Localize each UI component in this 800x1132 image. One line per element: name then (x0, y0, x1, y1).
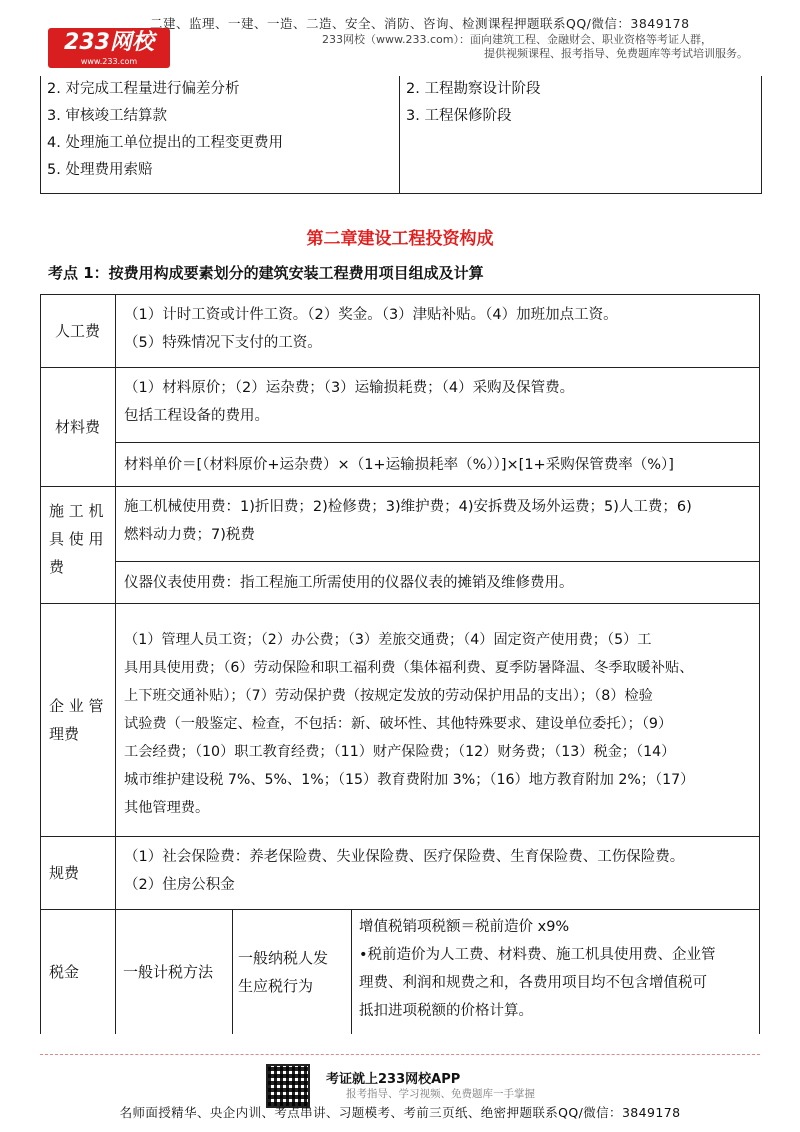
text-line: 其他管理费。 (124, 800, 210, 816)
logo-url: www.233.com (80, 57, 138, 66)
text-line: （1）材料原价；（2）运杂费；（3）运输损耗费；（4）采购及保管费。 (124, 380, 575, 396)
text-line: （1）社会保险费：养老保险费、失业保险费、医疗保险费、生育保险费、工伤保险费。 (124, 849, 685, 865)
fees-content (115, 836, 760, 910)
label-text: 一般计税方法 (123, 962, 214, 981)
header-intro-line: 233网校（www.233.com）：面向建筑工程、金融财会、职业资格等考证人群， (322, 33, 712, 46)
label-text: 理费 (49, 725, 80, 743)
key-point-title: 考点 1：按费用构成要素划分的建筑安装工程费用项目组成及计算 (48, 264, 484, 282)
text-line: 城市维护建设税 7%、5%、1%；（15）教育费附加 3%；（16）地方教育附加 2%；（17） (124, 772, 695, 788)
row-divider (40, 909, 760, 910)
text-line: 增值税销项税额＝税前造价 x9% (359, 919, 570, 935)
text-line: 具用具使用费；（6）劳动保险和职工福利费（集体福利费、夏季防暑降温、冬季取暖补贴、 (124, 660, 694, 676)
text-line: 试验费（一般鉴定、检查，不包括：新、破坏性、其他特殊要求、建设单位委托）；（9） (124, 716, 673, 732)
tax-taxpayer (232, 909, 352, 1034)
label-text: 企 业 管 (49, 697, 104, 715)
text-line: 上下班交通补贴）；（7）劳动保护费（按规定发放的劳动保护用品的支出）；（8）检验 (124, 688, 653, 704)
row-label-material (40, 367, 116, 487)
text-line: 仪器仪表使用费：指工程施工所需使用的仪器仪表的摊销及维修费用。 (124, 574, 574, 591)
row-label-management (40, 603, 116, 837)
tax-content (351, 909, 760, 1034)
list-item: 2. 工程勘察设计阶段 (406, 81, 541, 97)
text-line: 施工机械使用费：1)折旧费；2)检修费；3)维护费；4)安拆费及场外运费；5)人工费；6) (124, 499, 692, 515)
chapter-title: 第二章建设工程投资构成 (306, 229, 494, 249)
label-text: 具 使 用 (49, 530, 104, 548)
label-text: 费 (49, 558, 65, 576)
instrument-content (115, 561, 760, 604)
label-text: 人工费 (55, 322, 101, 340)
management-content (115, 603, 760, 837)
footer-divider (40, 1054, 760, 1055)
text-line: （1）管理人员工资；（2）办公费；（3）差旅交通费；（4）固定资产使用费；（5）工 (124, 632, 652, 648)
label-text: 材料费 (55, 418, 101, 436)
material-content (115, 367, 760, 443)
text-line: •税前造价为人工费、材料费、施工机具使用费、企业管 (359, 947, 716, 963)
text-line: 包括工程设备的费用。 (124, 408, 269, 424)
list-item: 3. 审核竣工结算款 (47, 108, 167, 124)
label-text: 施 工 机 (49, 502, 104, 520)
label-text: 一般纳税人发 (238, 948, 329, 967)
text-line: （5）特殊情况下支付的工资。 (124, 335, 322, 351)
qr-code-icon (266, 1064, 310, 1108)
list-item: 2. 对完成工程量进行偏差分析 (47, 81, 240, 97)
text-line: （1）计时工资或计件工资。（2）奖金。（3）津贴补贴。（4）加班加点工资。 (124, 307, 618, 323)
row-label-machine (40, 486, 116, 604)
list-item: 3. 工程保修阶段 (406, 108, 512, 124)
machine-content (115, 486, 760, 562)
phase-table-right (400, 76, 761, 193)
formula-text: 材料单价＝[（材料原价+运杂费）×（1+运输损耗率（%））]×[1+采购保管费率（%）] (124, 456, 674, 473)
text-line: 燃料动力费；7)税费 (124, 527, 255, 543)
label-text: 规费 (49, 864, 80, 882)
text-line: 工会经费；（10）职工教育经费；（11）财产保险费；（12）财务费；（13）税金；（14） (124, 744, 676, 760)
footer-contact-line: 名师面授精华、央企内训、考点串讲、习题模考、考前三页纸、绝密押题联系QQ/微信：3849178 (119, 1105, 681, 1120)
text-line: （2）住房公积金 (124, 877, 235, 893)
row-label-labor (40, 294, 116, 368)
phase-table (40, 76, 762, 194)
row-label-fees (40, 836, 116, 910)
row-label-tax (40, 909, 116, 1034)
footer-title: 考证就上233网校APP (326, 1072, 461, 1087)
text-line: 抵扣进项税额的价格计算。 (359, 1003, 533, 1019)
header-courses-line: 二建、监理、一建、一造、二造、安全、消防、咨询、检测课程押题联系QQ/微信：3849178 (150, 16, 690, 31)
phase-table-left (41, 76, 400, 193)
brand-logo (48, 28, 170, 68)
text-line: 理费、利润和规费之和，各费用项目均不包含增值税可 (359, 975, 707, 991)
list-item: 5. 处理费用索赔 (47, 162, 153, 178)
label-text: 生应税行为 (238, 976, 314, 995)
tax-method (115, 909, 233, 1034)
logo-text: 233网校 (64, 30, 154, 55)
material-formula (115, 442, 760, 487)
label-text: 税金 (49, 962, 80, 981)
footer-subtitle: 报考指导、学习视频、免费题库一手掌握 (346, 1088, 535, 1100)
header-service-line: 提供视频课程、报考指导、免费题库等考试培训服务。 (484, 47, 748, 60)
labor-content (115, 294, 760, 368)
list-item: 4. 处理施工单位提出的工程变更费用 (47, 135, 283, 151)
